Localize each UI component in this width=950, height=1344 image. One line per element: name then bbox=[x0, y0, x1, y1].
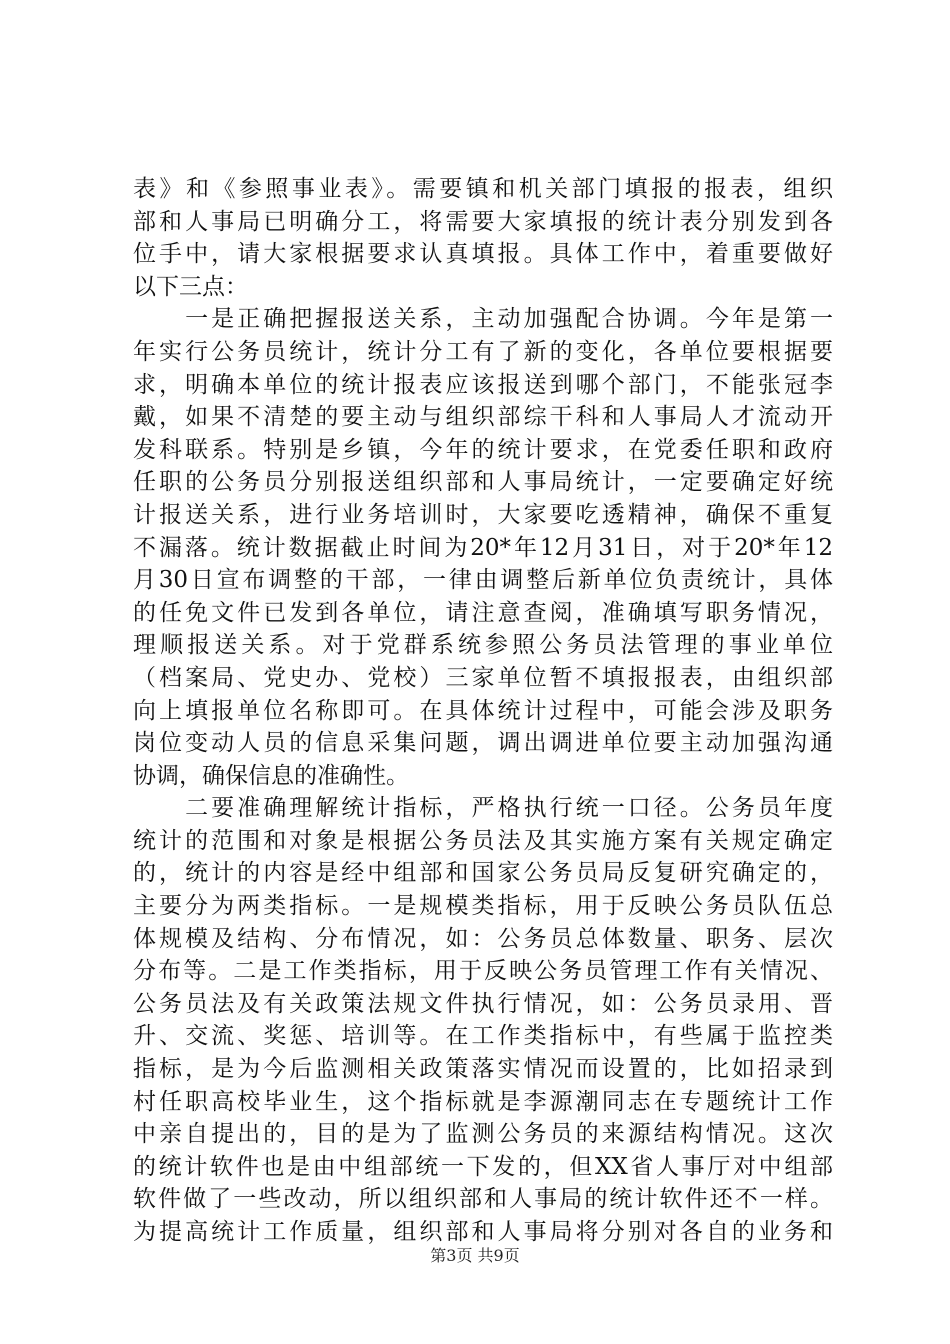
text-line: 求，明确本单位的统计报表应该报送到哪个部门，不能张冠李 bbox=[133, 371, 833, 398]
text-line: 体规模及结构、分布情况，如：公务员总体数量、职务、层次 bbox=[133, 925, 833, 952]
text-line: 的任免文件已发到各单位，请注意查阅，准确填写职务情况， bbox=[133, 599, 833, 626]
text-line: 以下三点： bbox=[133, 273, 248, 300]
text-line: 向上填报单位名称即可。在具体统计过程中，可能会涉及职务 bbox=[133, 697, 833, 724]
text-line: 二要准确理解统计指标，严格执行统一口径。公务员年度 bbox=[133, 795, 833, 822]
text-line: 协调，确保信息的准确性。 bbox=[133, 762, 409, 789]
page-footer: 第3页 共9页 bbox=[430, 1246, 520, 1265]
text-line: 公务员法及有关政策法规文件执行情况，如：公务员录用、晋 bbox=[133, 990, 833, 1017]
text-line: 理顺报送关系。对于党群系统参照公务员法管理的事业单位 bbox=[133, 632, 833, 659]
text-line: 分布等。二是工作类指标，用于反映公务员管理工作有关情况、 bbox=[133, 958, 833, 985]
text-line: 月30日宣布调整的干部，一律由调整后新单位负责统计，具体 bbox=[133, 567, 833, 594]
text-line: 岗位变动人员的信息采集问题，调出调进单位要主动加强沟通 bbox=[133, 730, 833, 757]
text-line: 升、交流、奖惩、培训等。在工作类指标中，有些属于监控类 bbox=[133, 1023, 833, 1050]
text-line: 中亲自提出的，目的是为了监测公务员的来源结构情况。这次 bbox=[133, 1121, 833, 1148]
text-line: 表》和《参照事业表》。需要镇和机关部门填报的报表，组织 bbox=[133, 176, 833, 202]
text-line: 一是正确把握报送关系，主动加强配合协调。今年是第一 bbox=[133, 306, 833, 333]
text-line: （档案局、党史办、党校）三家单位暂不填报报表，由组织部 bbox=[133, 664, 833, 691]
text-line: 软件做了一些改动，所以组织部和人事局的统计软件还不一样。 bbox=[133, 1186, 833, 1213]
document-body bbox=[133, 173, 833, 1249]
text-line: 部和人事局已明确分工，将需要大家填报的统计表分别发到各 bbox=[133, 208, 833, 235]
text-line: 主要分为两类指标。一是规模类指标，用于反映公务员队伍总 bbox=[133, 893, 833, 920]
text-line: 村任职高校毕业生，这个指标就是李源潮同志在专题统计工作 bbox=[133, 1088, 833, 1115]
text-line: 指标，是为今后监测相关政策落实情况而设置的，比如招录到 bbox=[133, 1056, 833, 1083]
text-line: 任职的公务员分别报送组织部和人事局统计，一定要确定好统 bbox=[133, 469, 833, 496]
text-line: 计报送关系，进行业务培训时，大家要吃透精神，确保不重复 bbox=[133, 501, 833, 528]
text-line: 的，统计的内容是经中组部和国家公务员局反复研究确定的， bbox=[133, 860, 833, 887]
text-line: 不漏落。统计数据截止时间为20*年12月31日，对于20*年12 bbox=[133, 534, 833, 561]
text-line: 为提高统计工作质量，组织部和人事局将分别对各自的业务和 bbox=[133, 1219, 833, 1245]
text-line: 统计的范围和对象是根据公务员法及其实施方案有关规定确定 bbox=[133, 827, 833, 854]
text-line: 的统计软件也是由中组部统一下发的，但XX省人事厅对中组部 bbox=[133, 1153, 833, 1180]
text-line: 戴，如果不清楚的要主动与组织部综干科和人事局人才流动开 bbox=[133, 404, 833, 431]
text-line: 位手中，请大家根据要求认真填报。具体工作中，着重要做好 bbox=[133, 241, 833, 268]
text-line: 发科联系。特别是乡镇，今年的统计要求，在党委任职和政府 bbox=[133, 436, 833, 463]
text-line: 年实行公务员统计，统计分工有了新的变化，各单位要根据要 bbox=[133, 338, 833, 365]
